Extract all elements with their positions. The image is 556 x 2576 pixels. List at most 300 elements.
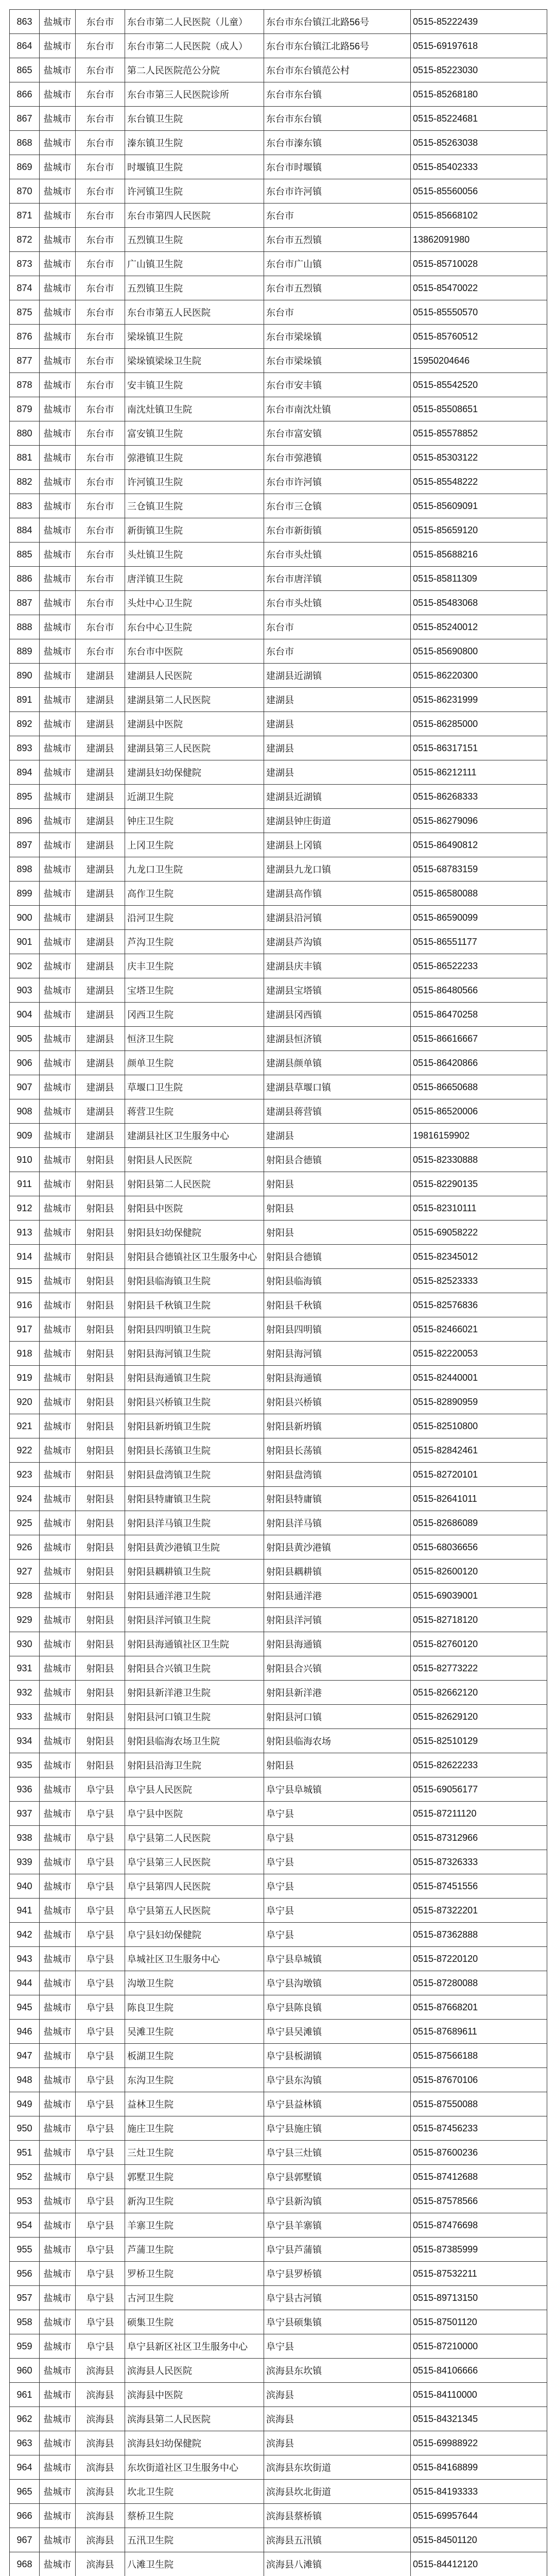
- institution-name: 许河镇卫生院: [125, 179, 264, 204]
- city-cell: 盐城市: [40, 2552, 76, 2576]
- address-cell: 射阳县临海农场: [264, 1729, 411, 1753]
- address-cell: 东台市时堰镇: [264, 155, 411, 179]
- row-index: 888: [10, 615, 40, 639]
- city-cell: 盐城市: [40, 1487, 76, 1511]
- address-cell: 东台市梁垛镇: [264, 349, 411, 373]
- table-row: [10, 2480, 547, 2504]
- institution-name: 梁垛镇卫生院: [125, 325, 264, 349]
- phone-cell: 0515-86420866: [411, 1051, 547, 1075]
- table-row: [10, 1874, 547, 1899]
- institution-name: 阜宁县第二人民医院: [125, 1826, 264, 1850]
- address-cell: 阜宁县: [264, 1923, 411, 1947]
- city-cell: 盐城市: [40, 1705, 76, 1729]
- table-row: [10, 1753, 547, 1777]
- row-index: 945: [10, 1995, 40, 2020]
- address-cell: 滨海县: [264, 2431, 411, 2455]
- phone-cell: 0515-68036656: [411, 1535, 547, 1560]
- county-cell: 东台市: [76, 228, 125, 252]
- address-cell: 东台市弶港镇: [264, 446, 411, 470]
- institution-name: 坎北卫生院: [125, 2480, 264, 2504]
- address-cell: 射阳县新坍镇: [264, 1414, 411, 1438]
- institution-name: 板湖卫生院: [125, 2044, 264, 2068]
- county-cell: 东台市: [76, 421, 125, 446]
- address-cell: 东台市: [264, 639, 411, 664]
- row-index: 957: [10, 2286, 40, 2310]
- institution-name: 射阳县合德镇社区卫生服务中心: [125, 1245, 264, 1269]
- table-row: [10, 543, 547, 567]
- institution-name: 三仓镇卫生院: [125, 494, 264, 518]
- table-row: [10, 373, 547, 397]
- phone-cell: 0515-82773222: [411, 1656, 547, 1681]
- city-cell: 盐城市: [40, 688, 76, 712]
- county-cell: 射阳县: [76, 1414, 125, 1438]
- table-row: [10, 1947, 547, 1971]
- row-index: 914: [10, 1245, 40, 1269]
- table-row: [10, 82, 547, 107]
- row-index: 942: [10, 1923, 40, 1947]
- phone-cell: 0515-82600120: [411, 1560, 547, 1584]
- row-index: 877: [10, 349, 40, 373]
- table-row: [10, 2262, 547, 2286]
- institution-name: 射阳县临海镇卫生院: [125, 1269, 264, 1293]
- county-cell: 射阳县: [76, 1221, 125, 1245]
- address-cell: 滨海县八滩镇: [264, 2552, 411, 2576]
- county-cell: 建湖县: [76, 1075, 125, 1099]
- table-row: [10, 2141, 547, 2165]
- row-index: 912: [10, 1196, 40, 1221]
- phone-cell: 0515-87689611: [411, 2020, 547, 2044]
- row-index: 926: [10, 1535, 40, 1560]
- institution-name: 射阳县河口镇卫生院: [125, 1705, 264, 1729]
- address-cell: 滨海县东坎镇: [264, 2359, 411, 2383]
- table-row: [10, 421, 547, 446]
- phone-cell: 0515-87578566: [411, 2189, 547, 2213]
- address-cell: 射阳县千秋镇: [264, 1293, 411, 1317]
- county-cell: 东台市: [76, 567, 125, 591]
- institution-name: 滨海县中医院: [125, 2383, 264, 2407]
- table-row: [10, 155, 547, 179]
- institution-name: 射阳县长荡镇卫生院: [125, 1438, 264, 1463]
- table-row: [10, 1390, 547, 1414]
- phone-cell: 0515-87412688: [411, 2165, 547, 2189]
- address-cell: 射阳县: [264, 1172, 411, 1196]
- address-cell: 建湖县: [264, 736, 411, 760]
- address-cell: 建湖县草堰口镇: [264, 1075, 411, 1099]
- phone-cell: 0515-82290135: [411, 1172, 547, 1196]
- county-cell: 射阳县: [76, 1438, 125, 1463]
- phone-cell: 0515-85224681: [411, 107, 547, 131]
- row-index: 918: [10, 1342, 40, 1366]
- phone-cell: 0515-82842461: [411, 1438, 547, 1463]
- institution-name: 建湖县人民医院: [125, 664, 264, 688]
- row-index: 913: [10, 1221, 40, 1245]
- address-cell: 东台市许河镇: [264, 470, 411, 494]
- institution-name: 草堰口卫生院: [125, 1075, 264, 1099]
- address-cell: 东台市: [264, 204, 411, 228]
- address-cell: 阜宁县羊寨镇: [264, 2213, 411, 2238]
- county-cell: 阜宁县: [76, 2141, 125, 2165]
- phone-cell: 0515-69056177: [411, 1777, 547, 1802]
- address-cell: 阜宁县三灶镇: [264, 2141, 411, 2165]
- row-index: 905: [10, 1027, 40, 1051]
- row-index: 902: [10, 954, 40, 978]
- row-index: 919: [10, 1366, 40, 1390]
- county-cell: 射阳县: [76, 1390, 125, 1414]
- city-cell: 盐城市: [40, 1438, 76, 1463]
- address-cell: 建湖县沿河镇: [264, 906, 411, 930]
- city-cell: 盐城市: [40, 882, 76, 906]
- county-cell: 建湖县: [76, 809, 125, 833]
- city-cell: 盐城市: [40, 2383, 76, 2407]
- row-index: 928: [10, 1584, 40, 1608]
- city-cell: 盐城市: [40, 1923, 76, 1947]
- phone-cell: 15950204646: [411, 349, 547, 373]
- county-cell: 射阳县: [76, 1584, 125, 1608]
- city-cell: 盐城市: [40, 1172, 76, 1196]
- institution-name: 东台中心卫生院: [125, 615, 264, 639]
- institution-name: 射阳县临海农场卫生院: [125, 1729, 264, 1753]
- row-index: 882: [10, 470, 40, 494]
- institution-name: 阜宁县妇幼保健院: [125, 1923, 264, 1947]
- row-index: 940: [10, 1874, 40, 1899]
- city-cell: 盐城市: [40, 2480, 76, 2504]
- row-index: 868: [10, 131, 40, 155]
- institution-name: 唐洋镇卫生院: [125, 567, 264, 591]
- county-cell: 阜宁县: [76, 2310, 125, 2334]
- county-cell: 阜宁县: [76, 2334, 125, 2359]
- institution-name: 芦沟卫生院: [125, 930, 264, 954]
- city-cell: 盐城市: [40, 978, 76, 1003]
- institution-name: 罗桥卫生院: [125, 2262, 264, 2286]
- table-row: [10, 276, 547, 300]
- table-row: [10, 1535, 547, 1560]
- county-cell: 射阳县: [76, 1729, 125, 1753]
- phone-cell: 0515-85402333: [411, 155, 547, 179]
- county-cell: 建湖县: [76, 688, 125, 712]
- row-index: 878: [10, 373, 40, 397]
- row-index: 952: [10, 2165, 40, 2189]
- institution-name: 阜城社区卫生服务中心: [125, 1947, 264, 1971]
- phone-cell: 0515-85223030: [411, 58, 547, 82]
- row-index: 880: [10, 421, 40, 446]
- table-row: [10, 1027, 547, 1051]
- county-cell: 阜宁县: [76, 2286, 125, 2310]
- row-index: 884: [10, 518, 40, 543]
- county-cell: 射阳县: [76, 1608, 125, 1632]
- county-cell: 东台市: [76, 639, 125, 664]
- institution-name: 沿河卫生院: [125, 906, 264, 930]
- institution-name: 三灶卫生院: [125, 2141, 264, 2165]
- county-cell: 东台市: [76, 10, 125, 34]
- city-cell: 盐城市: [40, 664, 76, 688]
- phone-cell: 0515-82718120: [411, 1608, 547, 1632]
- phone-cell: 0515-85560056: [411, 179, 547, 204]
- address-cell: 建湖县宝塔镇: [264, 978, 411, 1003]
- address-cell: 建湖县上冈镇: [264, 833, 411, 857]
- address-cell: 建湖县颜单镇: [264, 1051, 411, 1075]
- phone-cell: 19816159902: [411, 1124, 547, 1148]
- city-cell: 盐城市: [40, 760, 76, 785]
- county-cell: 阜宁县: [76, 2068, 125, 2092]
- phone-cell: 0515-86480566: [411, 978, 547, 1003]
- table-row: [10, 2407, 547, 2431]
- table-row: [10, 2238, 547, 2262]
- county-cell: 阜宁县: [76, 1899, 125, 1923]
- county-cell: 东台市: [76, 615, 125, 639]
- phone-cell: 0515-82510800: [411, 1414, 547, 1438]
- address-cell: 东台市梁垛镇: [264, 325, 411, 349]
- county-cell: 建湖县: [76, 1027, 125, 1051]
- row-index: 863: [10, 10, 40, 34]
- county-cell: 建湖县: [76, 1099, 125, 1124]
- city-cell: 盐城市: [40, 228, 76, 252]
- city-cell: 盐城市: [40, 2116, 76, 2141]
- row-index: 886: [10, 567, 40, 591]
- hospital-list-sheet: [9, 0, 547, 2576]
- institution-name: 恒济卫生院: [125, 1027, 264, 1051]
- institution-name: 建湖县妇幼保健院: [125, 760, 264, 785]
- institution-name: 芦蒲卫生院: [125, 2238, 264, 2262]
- phone-cell: 0515-82629120: [411, 1705, 547, 1729]
- institution-name: 南沈灶镇卫生院: [125, 397, 264, 421]
- city-cell: 盐城市: [40, 1342, 76, 1366]
- county-cell: 射阳县: [76, 1148, 125, 1172]
- county-cell: 滨海县: [76, 2528, 125, 2552]
- row-index: 946: [10, 2020, 40, 2044]
- county-cell: 阜宁县: [76, 1923, 125, 1947]
- address-cell: 阜宁县施庄镇: [264, 2116, 411, 2141]
- table-row: [10, 978, 547, 1003]
- city-cell: 盐城市: [40, 2165, 76, 2189]
- county-cell: 射阳县: [76, 1172, 125, 1196]
- row-index: 923: [10, 1463, 40, 1487]
- phone-cell: 0515-85668102: [411, 204, 547, 228]
- institution-name: 冈西卫生院: [125, 1003, 264, 1027]
- city-cell: 盐城市: [40, 1681, 76, 1705]
- institution-name: 五烈镇卫生院: [125, 276, 264, 300]
- row-index: 968: [10, 2552, 40, 2576]
- city-cell: 盐城市: [40, 2020, 76, 2044]
- row-index: 939: [10, 1850, 40, 1874]
- row-index: 967: [10, 2528, 40, 2552]
- table-row: [10, 1438, 547, 1463]
- row-index: 955: [10, 2238, 40, 2262]
- phone-cell: 0515-82622233: [411, 1753, 547, 1777]
- table-row: [10, 1899, 547, 1923]
- row-index: 935: [10, 1753, 40, 1777]
- address-cell: 东台市广山镇: [264, 252, 411, 276]
- table-row: [10, 639, 547, 664]
- address-cell: 射阳县合德镇: [264, 1148, 411, 1172]
- table-row: [10, 1681, 547, 1705]
- table-row: [10, 712, 547, 736]
- city-cell: 盐城市: [40, 1269, 76, 1293]
- city-cell: 盐城市: [40, 639, 76, 664]
- table-row: [10, 1075, 547, 1099]
- city-cell: 盐城市: [40, 470, 76, 494]
- row-index: 891: [10, 688, 40, 712]
- phone-cell: 0515-86231999: [411, 688, 547, 712]
- table-row: [10, 1584, 547, 1608]
- county-cell: 射阳县: [76, 1535, 125, 1560]
- phone-cell: 0515-82345012: [411, 1245, 547, 1269]
- institution-name: 东坎街道社区卫生服务中心: [125, 2455, 264, 2480]
- city-cell: 盐城市: [40, 1535, 76, 1560]
- county-cell: 东台市: [76, 204, 125, 228]
- phone-cell: 0515-87476698: [411, 2213, 547, 2238]
- city-cell: 盐城市: [40, 1148, 76, 1172]
- county-cell: 阜宁县: [76, 1802, 125, 1826]
- phone-cell: 0515-86590099: [411, 906, 547, 930]
- address-cell: 阜宁县: [264, 1802, 411, 1826]
- phone-cell: 0515-85240012: [411, 615, 547, 639]
- row-index: 883: [10, 494, 40, 518]
- row-index: 887: [10, 591, 40, 615]
- row-index: 962: [10, 2407, 40, 2431]
- row-index: 956: [10, 2262, 40, 2286]
- table-row: [10, 204, 547, 228]
- row-index: 917: [10, 1317, 40, 1342]
- phone-cell: 0515-85470022: [411, 276, 547, 300]
- address-cell: 东台市三仓镇: [264, 494, 411, 518]
- county-cell: 东台市: [76, 446, 125, 470]
- phone-cell: 0515-86285000: [411, 712, 547, 736]
- address-cell: 射阳县洋河镇: [264, 1608, 411, 1632]
- institution-name: 八滩卫生院: [125, 2552, 264, 2576]
- table-row: [10, 34, 547, 58]
- address-cell: 东台市五烈镇: [264, 228, 411, 252]
- row-index: 881: [10, 446, 40, 470]
- institution-name: 射阳县新坍镇卫生院: [125, 1414, 264, 1438]
- table-row: [10, 470, 547, 494]
- phone-cell: 0515-82686089: [411, 1511, 547, 1535]
- county-cell: 滨海县: [76, 2504, 125, 2528]
- row-index: 934: [10, 1729, 40, 1753]
- city-cell: 盐城市: [40, 543, 76, 567]
- institution-name: 射阳县特庸镇卫生院: [125, 1487, 264, 1511]
- phone-cell: 0515-89713150: [411, 2286, 547, 2310]
- county-cell: 射阳县: [76, 1245, 125, 1269]
- table-row: [10, 930, 547, 954]
- county-cell: 射阳县: [76, 1705, 125, 1729]
- address-cell: 建湖县近湖镇: [264, 664, 411, 688]
- county-cell: 滨海县: [76, 2455, 125, 2480]
- county-cell: 阜宁县: [76, 2092, 125, 2116]
- county-cell: 阜宁县: [76, 1947, 125, 1971]
- institution-name: 射阳县第二人民医院: [125, 1172, 264, 1196]
- phone-cell: 0515-85710028: [411, 252, 547, 276]
- institution-name: 射阳县海通镇社区卫生院: [125, 1632, 264, 1656]
- institution-name: 建湖县中医院: [125, 712, 264, 736]
- county-cell: 东台市: [76, 543, 125, 567]
- hospital-table: [9, 9, 547, 2576]
- institution-name: 东台市中医院: [125, 639, 264, 664]
- city-cell: 盐城市: [40, 204, 76, 228]
- institution-name: 建湖县第三人民医院: [125, 736, 264, 760]
- row-index: 879: [10, 397, 40, 421]
- county-cell: 射阳县: [76, 1342, 125, 1366]
- institution-name: 时堰镇卫生院: [125, 155, 264, 179]
- address-cell: 东台市东台镇: [264, 82, 411, 107]
- table-row: [10, 688, 547, 712]
- table-row: [10, 1850, 547, 1874]
- row-index: 901: [10, 930, 40, 954]
- phone-cell: 0515-86580088: [411, 882, 547, 906]
- city-cell: 盐城市: [40, 1414, 76, 1438]
- county-cell: 东台市: [76, 325, 125, 349]
- phone-cell: 0515-87322201: [411, 1899, 547, 1923]
- address-cell: 建湖县冈西镇: [264, 1003, 411, 1027]
- city-cell: 盐城市: [40, 2359, 76, 2383]
- institution-name: 溱东镇卫生院: [125, 131, 264, 155]
- county-cell: 射阳县: [76, 1366, 125, 1390]
- phone-cell: 0515-87210000: [411, 2334, 547, 2359]
- address-cell: 建湖县: [264, 1124, 411, 1148]
- county-cell: 建湖县: [76, 712, 125, 736]
- institution-name: 射阳县人民医院: [125, 1148, 264, 1172]
- row-index: 892: [10, 712, 40, 736]
- row-index: 900: [10, 906, 40, 930]
- row-index: 921: [10, 1414, 40, 1438]
- phone-cell: 0515-85542520: [411, 373, 547, 397]
- row-index: 871: [10, 204, 40, 228]
- table-row: [10, 1221, 547, 1245]
- county-cell: 建湖县: [76, 906, 125, 930]
- address-cell: 滨海县五汛镇: [264, 2528, 411, 2552]
- table-row: [10, 1148, 547, 1172]
- city-cell: 盐城市: [40, 1632, 76, 1656]
- phone-cell: 0515-85609091: [411, 494, 547, 518]
- institution-name: 射阳县中医院: [125, 1196, 264, 1221]
- county-cell: 东台市: [76, 591, 125, 615]
- institution-name: 许河镇卫生院: [125, 470, 264, 494]
- address-cell: 东台市南沈灶镇: [264, 397, 411, 421]
- address-cell: 阜宁县东沟镇: [264, 2068, 411, 2092]
- institution-name: 射阳县耦耕镇卫生院: [125, 1560, 264, 1584]
- row-index: 910: [10, 1148, 40, 1172]
- city-cell: 盐城市: [40, 2455, 76, 2480]
- row-index: 867: [10, 107, 40, 131]
- row-index: 870: [10, 179, 40, 204]
- institution-name: 东台市第五人民医院: [125, 300, 264, 325]
- phone-cell: 0515-69988922: [411, 2431, 547, 2455]
- phone-cell: 0515-84168899: [411, 2455, 547, 2480]
- county-cell: 东台市: [76, 276, 125, 300]
- phone-cell: 0515-87312966: [411, 1826, 547, 1850]
- phone-cell: 0515-85690800: [411, 639, 547, 664]
- table-row: [10, 325, 547, 349]
- address-cell: 射阳县合兴镇: [264, 1656, 411, 1681]
- row-index: 930: [10, 1632, 40, 1656]
- phone-cell: 0515-87280088: [411, 1971, 547, 1995]
- city-cell: 盐城市: [40, 1463, 76, 1487]
- row-index: 943: [10, 1947, 40, 1971]
- address-cell: 建湖县钟庄街道: [264, 809, 411, 833]
- phone-cell: 0515-87532211: [411, 2262, 547, 2286]
- address-cell: 射阳县兴桥镇: [264, 1390, 411, 1414]
- table-row: [10, 1245, 547, 1269]
- table-row: [10, 1099, 547, 1124]
- phone-cell: 0515-87670106: [411, 2068, 547, 2092]
- institution-name: 射阳县千秋镇卫生院: [125, 1293, 264, 1317]
- phone-cell: 0515-82662120: [411, 1681, 547, 1705]
- table-row: [10, 760, 547, 785]
- phone-cell: 0515-86212111: [411, 760, 547, 785]
- address-cell: 东台市富安镇: [264, 421, 411, 446]
- address-cell: 建湖县九龙口镇: [264, 857, 411, 882]
- county-cell: 建湖县: [76, 785, 125, 809]
- county-cell: 射阳县: [76, 1463, 125, 1487]
